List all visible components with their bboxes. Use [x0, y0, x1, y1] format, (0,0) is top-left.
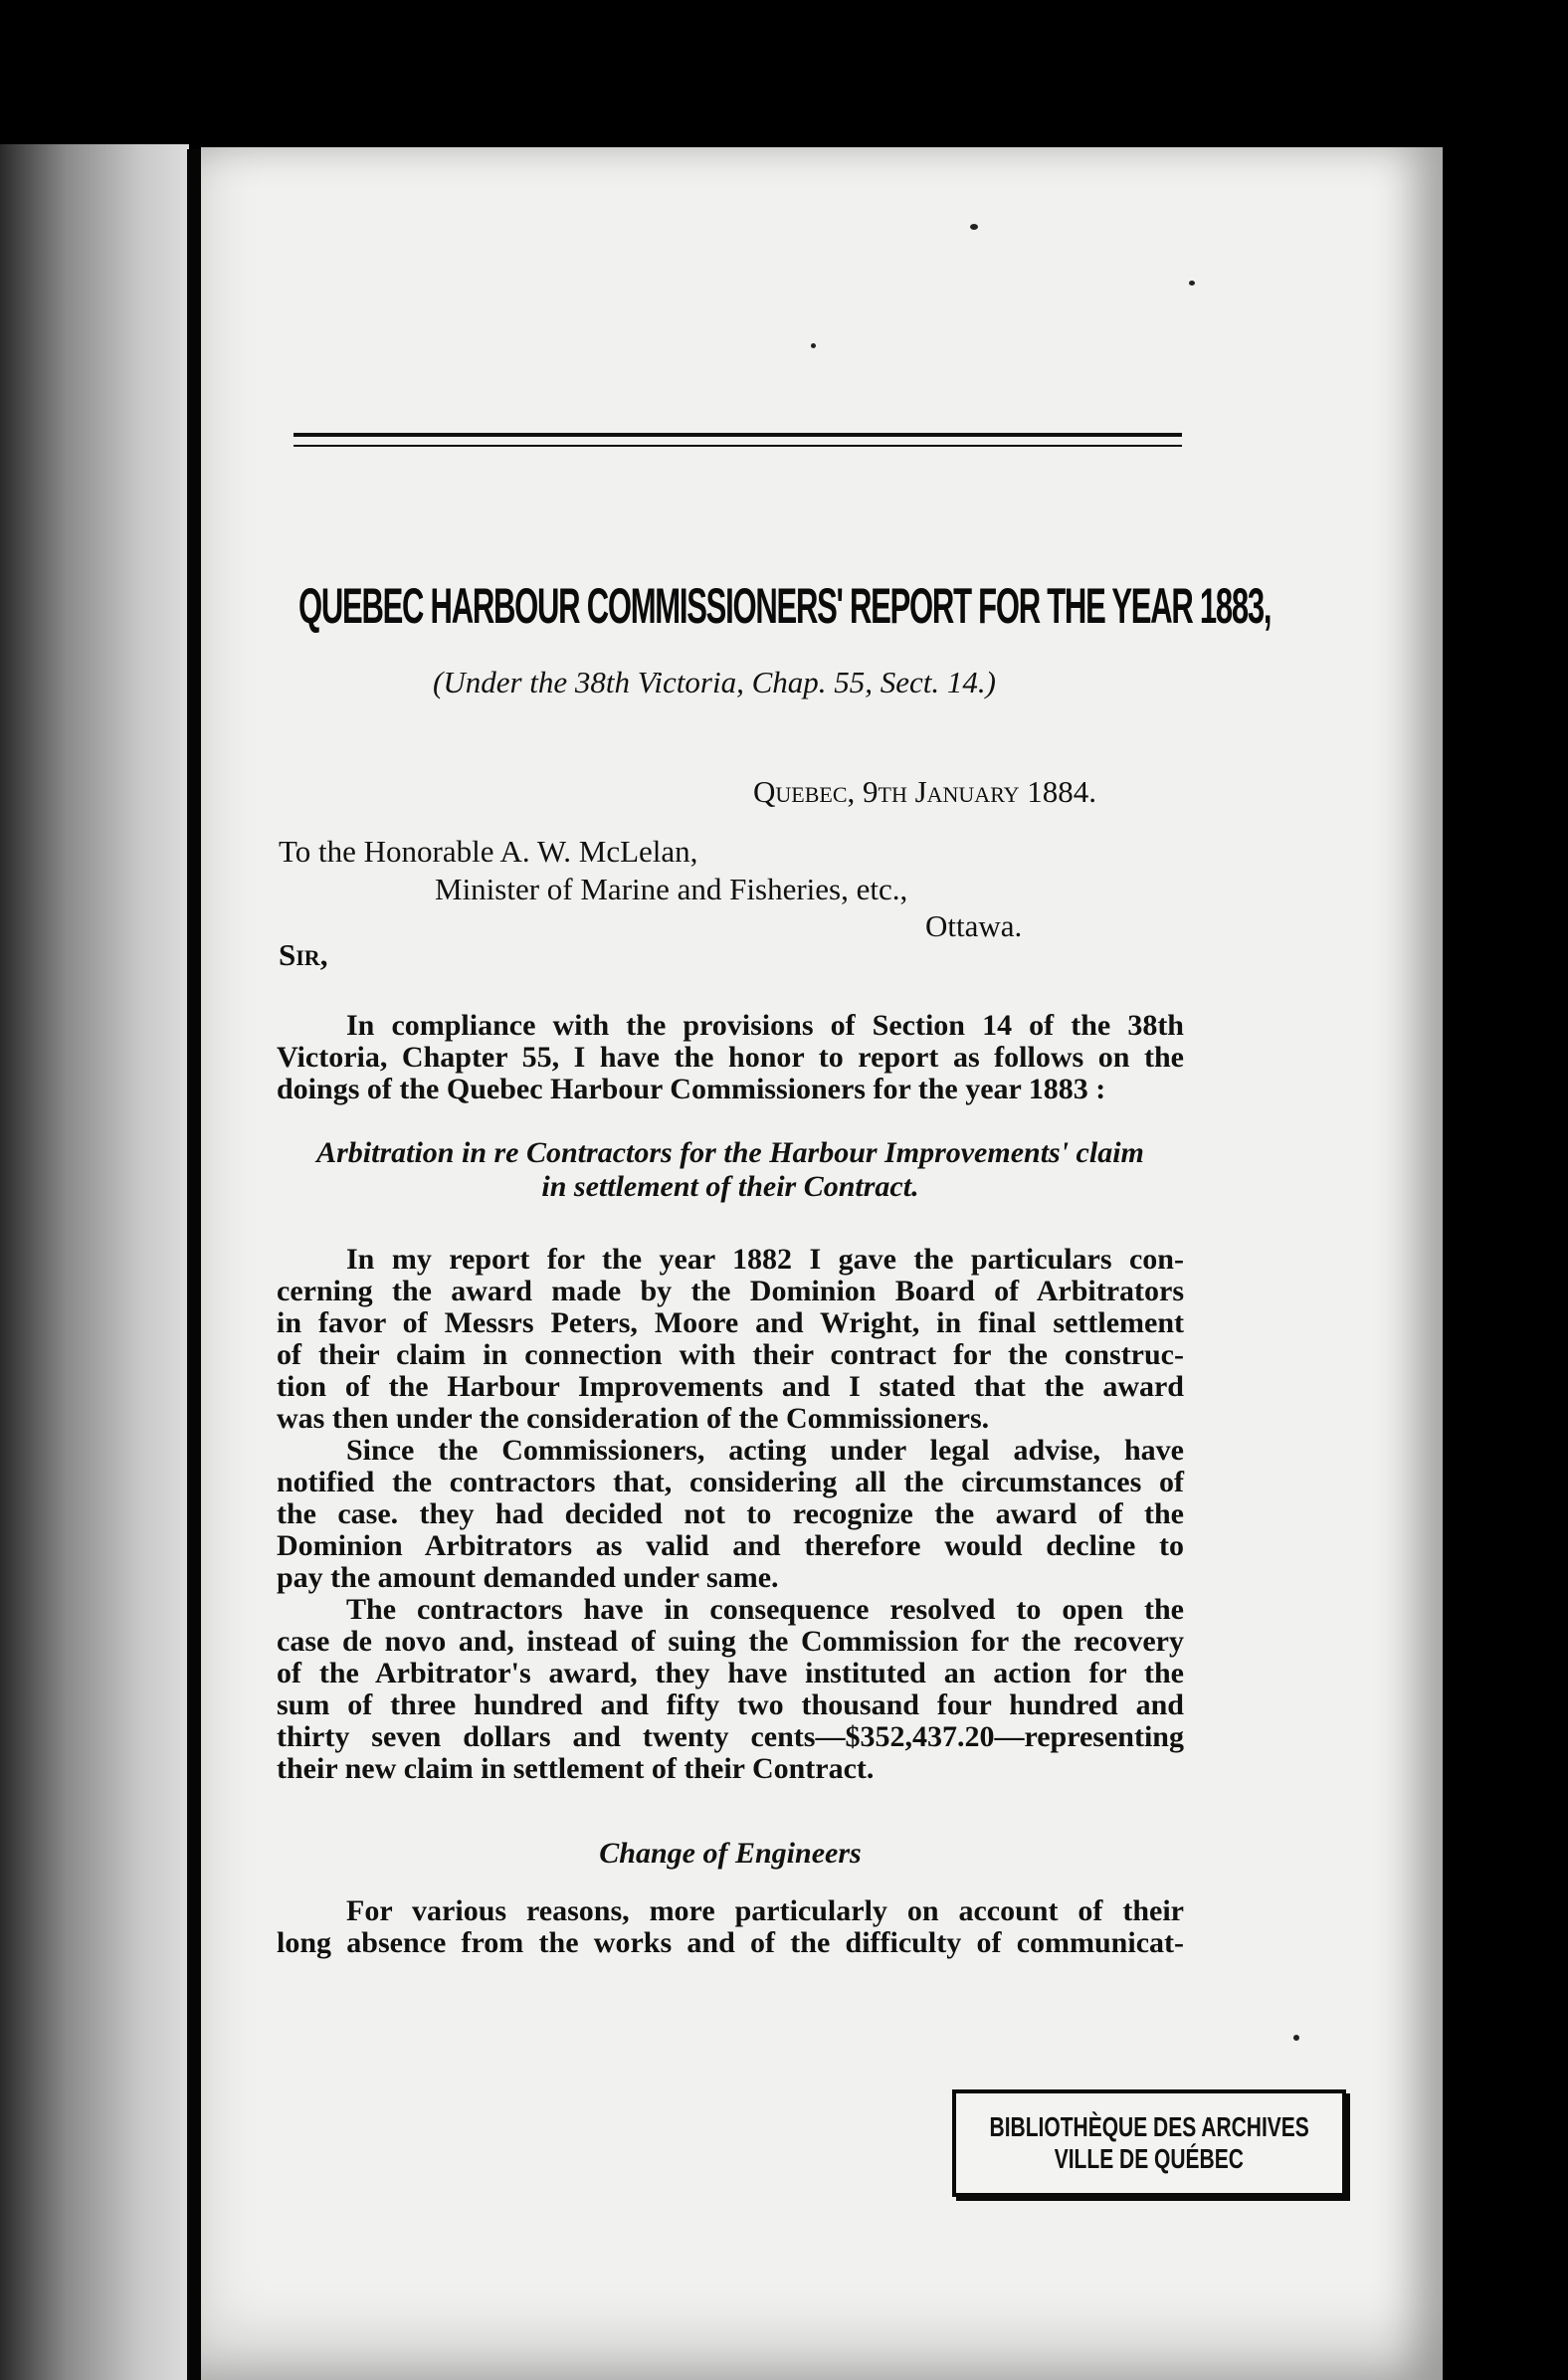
book-spine [187, 149, 201, 2380]
dateline: Quebec, 9th January 1884. [753, 774, 1097, 809]
text-line: sum of three hundred and fifty two thousand four hundred and [277, 1688, 1184, 1721]
paper-speck [1293, 2035, 1299, 2041]
archive-stamp [952, 2089, 1346, 2197]
text-line: The contractors have in consequence resolved to open the [346, 1593, 1184, 1626]
paper-speck [970, 224, 978, 230]
text-line: In my report for the year 1882 I gave the particulars con- [346, 1243, 1184, 1276]
text-line: Since the Commissioners, acting under legal advise, have [346, 1434, 1184, 1467]
heading-line: Arbitration in re Contractors for the Harbour Improvements' claim [316, 1136, 1144, 1169]
addressee-line-2: Minister of Marine and Fisheries, etc., [435, 872, 908, 906]
text-line: cerning the award made by the Dominion Board of Arbitrators [277, 1275, 1184, 1307]
stamp-line-1: BIBLIOTHÈQUE DES ARCHIVES [989, 2111, 1309, 2142]
text-line: thirty seven dollars and twenty cents—$352,437.20—representing [277, 1720, 1184, 1753]
text-line: For various reasons, more particularly on account of their [346, 1894, 1184, 1927]
text-line: Dominion Arbitrators as valid and therefore would decline to [277, 1529, 1184, 1562]
top-rule-thick [294, 433, 1182, 437]
report-title: QUEBEC HARBOUR COMMISSIONERS' REPORT FOR THE YEAR 1883, [298, 578, 1272, 634]
paragraph-arbitration [277, 1244, 1184, 1785]
section-heading-engineers: Change of Engineers [599, 1837, 862, 1870]
text-line: of their claim in connection with their contract for the construc- [277, 1338, 1184, 1371]
text-line: notified the contractors that, considering all the circumstances of [277, 1466, 1184, 1498]
paragraph-compliance [277, 1010, 1184, 1105]
section-heading-arbitration [277, 1136, 1184, 1204]
paper-speck [811, 343, 816, 348]
text-line: Victoria, Chapter 55, I have the honor to report as follows on the [277, 1041, 1184, 1074]
text-line: their new claim in settlement of their Contract. [277, 1752, 875, 1785]
text-line: tion of the Harbour Improvements and I stated that the award [277, 1370, 1184, 1403]
text-line: In compliance with the provisions of Section 14 of the 38th [346, 1009, 1184, 1042]
text-line: in favor of Messrs Peters, Moore and Wright, in final settlement [277, 1306, 1184, 1339]
text-line: was then under the consideration of the Commissioners. [277, 1402, 990, 1435]
facing-page-edge [0, 144, 189, 2380]
heading-line: in settlement of their Contract. [541, 1170, 919, 1203]
addressee-line-1: To the Honorable A. W. McLelan, [279, 834, 698, 869]
paragraph-engineers [277, 1895, 1184, 1959]
salutation: Sir, [279, 937, 328, 972]
text-line: case de novo and, instead of suing the Commission for the recovery [277, 1625, 1184, 1658]
report-subtitle: (Under the 38th Victoria, Chap. 55, Sect. 14.) [433, 665, 996, 699]
addressee-line-3: Ottawa. [925, 908, 1023, 943]
text-line: of the Arbitrator's award, they have instituted an action for the [277, 1657, 1184, 1689]
text-line: the case. they had decided not to recognize the award of the [277, 1497, 1184, 1530]
text-line: long absence from the works and of the difficulty of communicat- [277, 1926, 1184, 1959]
top-rule-thin [294, 445, 1182, 447]
text-line: doings of the Quebec Harbour Commissioners for the year 1883 : [277, 1073, 1106, 1105]
stamp-line-2: VILLE DE QUÉBEC [1054, 2143, 1245, 2174]
text-line: pay the amount demanded under same. [277, 1561, 779, 1594]
paper-speck [1189, 281, 1195, 286]
